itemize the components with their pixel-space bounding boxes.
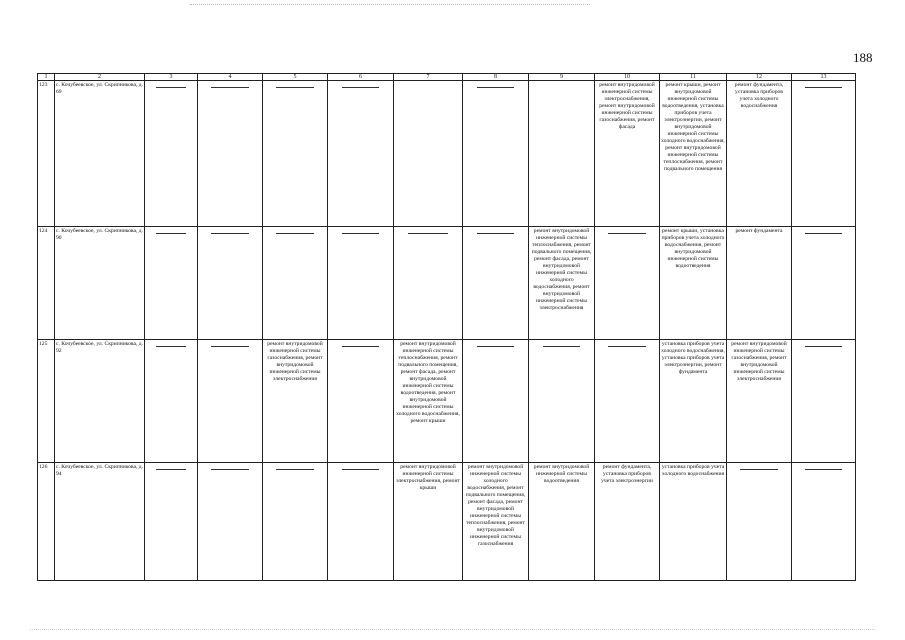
table-row	[38, 81, 856, 227]
empty-dash-cell	[595, 340, 660, 462]
empty-dash-cell	[145, 462, 198, 580]
address-cell: с. Кочубеевское, ул. Скрипникова, д. 69	[55, 81, 145, 227]
empty-dash-cell	[328, 81, 394, 227]
table-row	[38, 340, 856, 462]
works-cell: ремонт внутридомовой инженерной системы теплоснабжения, ремонт подвального помещения, ремонт фасада, ремонт внутридомовой инженерной системы водоотведения, ремонт внутридомовой инженерной системы холодного водоснабжения, ремонт крыши	[394, 340, 463, 462]
dash-mark	[740, 469, 777, 470]
empty-dash-cell	[198, 462, 263, 580]
column-header: 7	[394, 74, 463, 81]
dash-mark	[477, 346, 515, 347]
empty-dash-cell	[463, 227, 529, 340]
works-cell: ремонт внутридомовой инженерной системы электроснабжения, ремонт внутридомовой инженерной системы газоснабжения, ремонт фасада	[595, 81, 660, 227]
column-number-row	[38, 74, 856, 81]
dash-mark	[342, 469, 380, 470]
table-row	[38, 462, 856, 580]
works-cell: ремонт внутридомовой инженерной системы газоснабжения, ремонт внутридомовой инженерной системы электроснабжения	[263, 340, 328, 462]
scan-artifact-top	[190, 4, 590, 6]
dash-mark	[211, 233, 248, 234]
dash-mark	[276, 233, 313, 234]
dash-mark	[342, 87, 380, 88]
empty-dash-cell	[145, 81, 198, 227]
dash-mark	[477, 87, 515, 88]
works-cell: установка приборов учета холодного водоснабжения	[660, 462, 727, 580]
empty-dash-cell	[198, 227, 263, 340]
dash-mark	[608, 346, 645, 347]
works-cell: ремонт внутридомовой инженерной системы теплоснабжения, ремонт подвального помещения, ремонт фасада, ремонт внутридомовой инженерной системы холодного водоснабжения, ремонт внутридомовой инженерной системы электроснабжения	[529, 227, 595, 340]
empty-dash-cell	[328, 462, 394, 580]
dash-mark	[477, 233, 515, 234]
dash-mark	[156, 233, 186, 234]
dash-mark	[211, 87, 248, 88]
column-header: 5	[263, 74, 328, 81]
empty-dash-cell	[595, 227, 660, 340]
dash-mark	[211, 469, 248, 470]
column-header: 13	[792, 74, 856, 81]
dash-mark	[805, 469, 842, 470]
column-header: 10	[595, 74, 660, 81]
row-number: 124	[38, 227, 55, 340]
column-header: 12	[727, 74, 792, 81]
address-cell: с. Кочубеевское, ул. Скрипникова, д. 90	[55, 227, 145, 340]
dash-mark	[608, 233, 645, 234]
empty-dash-cell	[328, 227, 394, 340]
works-cell: ремонт внутридомовой инженерной системы холодного водоснабжения, ремонт подвального помещения, ремонт фасада, ремонт внутридомовой инженерной системы теплоснабжения, ремонт внутридомовой инженерной системы газоснабжения	[463, 462, 529, 580]
empty-dash-cell	[198, 340, 263, 462]
empty-dash-cell	[263, 81, 328, 227]
works-cell: ремонт внутридомовой инженерной системы газоснабжения, ремонт внутридомовой инженерной системы электроснабжения	[727, 340, 792, 462]
column-header: 4	[198, 74, 263, 81]
empty-dash-cell	[328, 340, 394, 462]
works-cell: ремонт фундамента	[727, 227, 792, 340]
empty-dash-cell	[463, 340, 529, 462]
dash-mark	[342, 346, 380, 347]
empty-dash-cell	[792, 81, 856, 227]
dash-mark	[156, 469, 186, 470]
empty-dash-cell	[263, 462, 328, 580]
page-number: 188	[853, 50, 873, 65]
works-cell: ремонт крыши, ремонт внутридомовой инженерной системы водоотведения, установка приборов учета электроэнергии, ремонт внутридомовой инженерной системы холодного водоснабжения, ремонт внутридомовой инженерной системы теплоснабжения, ремонт подвального помещения	[660, 81, 727, 227]
blank-cell	[394, 81, 463, 227]
dash-mark	[805, 233, 842, 234]
dash-mark	[276, 469, 313, 470]
works-cell: ремонт внутридомовой инженерной системы электроснабжения, ремонт крыши	[394, 462, 463, 580]
scan-artifact-bottom	[30, 629, 875, 631]
empty-dash-cell	[792, 462, 856, 580]
address-cell: с. Кочубеевское, ул. Скрипникова, д. 94	[55, 462, 145, 580]
empty-dash-cell	[792, 340, 856, 462]
empty-dash-cell	[145, 340, 198, 462]
column-header: 11	[660, 74, 727, 81]
capital-repair-table	[37, 73, 856, 581]
works-cell: установка приборов учета холодного водоснабжения, установка приборов учета электроэнергии, ремонт фундамента	[660, 340, 727, 462]
blank-cell	[529, 81, 595, 227]
empty-dash-cell	[792, 227, 856, 340]
works-cell: ремонт фундамента, установка приборов учета холодного водоснабжения	[727, 81, 792, 227]
empty-dash-cell	[198, 81, 263, 227]
dash-mark	[805, 346, 842, 347]
column-header: 9	[529, 74, 595, 81]
empty-dash-cell	[727, 462, 792, 580]
empty-dash-cell	[463, 81, 529, 227]
address-cell: с. Кочубеевское, ул. Скрипникова, д. 92	[55, 340, 145, 462]
column-header: 8	[463, 74, 529, 81]
table-row	[38, 227, 856, 340]
works-cell: ремонт внутридомовой инженерной системы водоотведения	[529, 462, 595, 580]
empty-dash-cell	[263, 227, 328, 340]
row-number: 125	[38, 340, 55, 462]
dash-mark	[156, 87, 186, 88]
row-number: 126	[38, 462, 55, 580]
dash-mark	[408, 233, 448, 234]
empty-dash-cell	[145, 227, 198, 340]
empty-dash-cell	[394, 227, 463, 340]
dash-mark	[543, 346, 581, 347]
column-header: 2	[55, 74, 145, 81]
empty-dash-cell	[529, 340, 595, 462]
works-cell: ремонт крыши, установка приборов учета холодного водоснабжения, ремонт внутридомовой инженерной системы водоотведения	[660, 227, 727, 340]
dash-mark	[156, 346, 186, 347]
row-number: 123	[38, 81, 55, 227]
dash-mark	[805, 87, 842, 88]
column-header: 1	[38, 74, 55, 81]
dash-mark	[276, 87, 313, 88]
dash-mark	[211, 346, 248, 347]
dash-mark	[342, 233, 380, 234]
column-header: 6	[328, 74, 394, 81]
works-cell: ремонт фундамента, установка приборов учета электроэнергии	[595, 462, 660, 580]
column-header: 3	[145, 74, 198, 81]
